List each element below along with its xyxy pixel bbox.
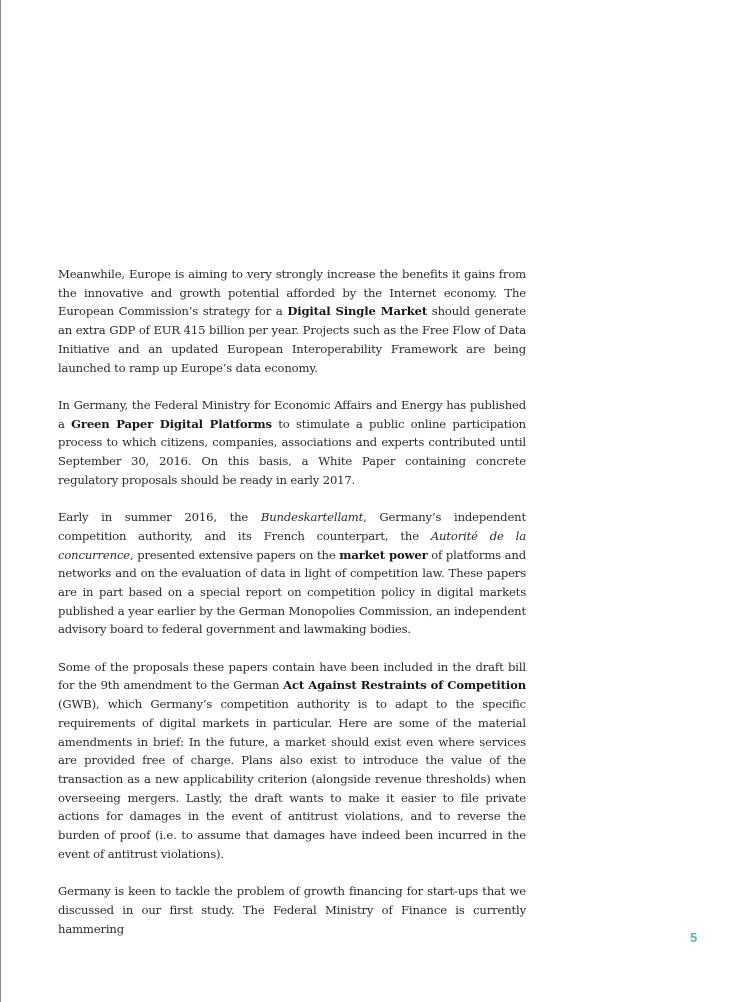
text-run: In Germany, the Federal Ministry for Economic Affairs and Energy has published a [58,397,526,431]
text-run: , Germany’s independent competition authority, and its French counterpart, the [58,510,526,543]
text-run: of platforms and networks and on the evaluation of data in light of competition law. These papers are in part based on a special report on competition policy in digital markets published a year earlier by the German Monopolies Commission, an independent advisory board to federal government and lawmaking bodies. [58,547,526,637]
emphasized-term: Act Against Restraints of Competition [283,678,526,693]
text-run: to stimulate a public online participation process to which citizens, companies, associations and experts contributed until September 30, 2016. On this basis, a White Paper containing concrete regulatory proposals should be ready in early 2017. [58,416,526,487]
italic-term: Autorité de la concurrence [58,528,526,562]
body-text [58,265,526,957]
italic-term: Bundeskartellamt [260,510,364,525]
emphasized-term: market power [339,547,428,562]
emphasized-term: Digital Single Market [287,304,428,319]
paragraph [58,882,526,938]
paragraph [58,508,526,639]
paragraph [58,658,526,864]
text-run: , presented extensive papers on the [130,547,340,562]
paragraph [58,265,526,377]
paragraph [58,396,526,490]
text-run: Meanwhile, Europe is aiming to very strongly increase the benefits it gains from the innovative and growth potential afforded by the Internet economy. The European Commission’s strategy for a [58,267,526,319]
text-run: (GWB), which Germany’s competition authority is to adapt to the specific requirements of digital markets in particular. Here are some of the material amendments in brief: In the future, a market should exist even where services are provided free of charge. Plans also exist to introduce the value of the transaction as a new applicability criterion (alongside revenue thresholds) when overseeing mergers. Lastly, the draft wants to make it easier to file private actions for damages in the event of antitrust violations, and to reverse the burden of proof (i.e. to assume that damages have indeed been incurred in the event of antitrust violations). [58,697,526,861]
page-number: 5 [690,930,698,945]
emphasized-term: Green Paper Digital Platforms [71,416,272,431]
text-run: should generate an extra GDP of EUR 415 billion per year. Projects such as the Free Flow of Data Initiative and an updated European Interoperability Framework are being launched to ramp up Europe’s data economy. [58,304,526,375]
text-run: Germany is keen to tackle the problem of growth financing for start-ups that we discussed in our first study. The Federal Ministry of Finance is currently hammering [58,884,526,936]
text-run: Early in summer 2016, the [58,510,261,525]
text-run: Some of the proposals these papers contain have been included in the draft bill for the 9th amendment to the German [58,659,526,693]
page-left-border [0,0,1,1002]
